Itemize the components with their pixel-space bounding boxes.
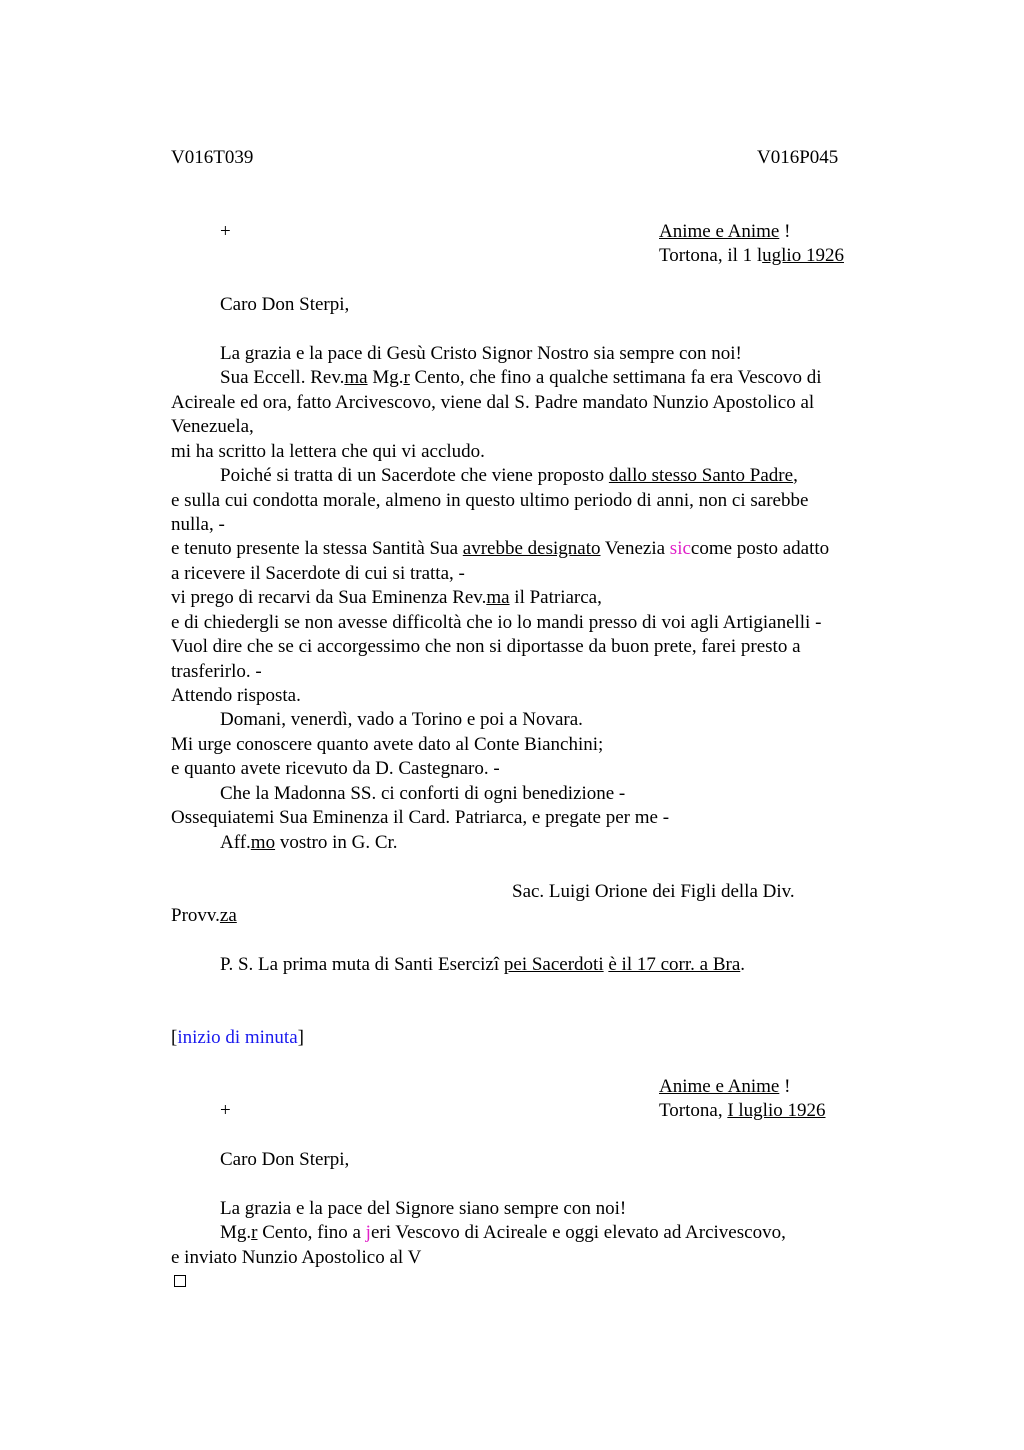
minuta-motto: Anime e Anime ! [659, 1076, 791, 1097]
body-line: e sulla cui condotta morale, almeno in questo ultimo periodo di anni, non ci sarebbe [171, 490, 809, 511]
salutation: Caro Don Sterpi, [220, 294, 350, 315]
minuta-body-line: La grazia e la pace del Signore siano sempre con noi! [220, 1198, 627, 1219]
signature: Sac. Luigi Orione dei Figli della Div. [512, 881, 795, 902]
body-line: e quanto avete ricevuto da D. Castegnaro. - [171, 758, 500, 779]
minuta-body-line: Mg.r Cento, fino a jeri Vescovo di Acireale e oggi elevato ad Arcivescovo, [220, 1222, 786, 1243]
body-line: e di chiedergli se non avesse difficoltà che io lo mandi presso di voi agli Artigianelli - [171, 612, 822, 633]
date-prefix: Tortona, il 1 l [659, 245, 763, 266]
postscript: P. S. La prima muta di Santi Esercizî pei Sacerdoti è il 17 corr. a Bra. [220, 954, 746, 975]
j-annotation: j [365, 1222, 371, 1243]
body-line: nulla, - [171, 514, 225, 535]
body-line: Mi urge conoscere quanto avete dato al Conte Bianchini; [171, 734, 604, 755]
minuta-date: Tortona, I luglio 1926 [659, 1100, 826, 1121]
body-line: trasferirlo. - [171, 661, 262, 682]
minuta-label: [inizio di minuta] [171, 1027, 304, 1048]
minuta-body-line: e inviato Nunzio Apostolico al V [171, 1247, 422, 1268]
minuta-cross-mark: + [220, 1100, 231, 1121]
body-line: Poiché si tratta di un Sacerdote che viene proposto dallo stesso Santo Padre, [220, 465, 798, 486]
cross-mark: + [220, 221, 231, 242]
minuta-salutation: Caro Don Sterpi, [220, 1149, 350, 1170]
body-line: vi prego di recarvi da Sua Eminenza Rev.ma il Patriarca, [171, 587, 602, 608]
checkbox-square-icon [174, 1275, 186, 1287]
body-line: Che la Madonna SS. ci conforti di ogni benedizione - [220, 783, 626, 804]
body-line: Vuol dire che se ci accorgessimo che non si diportasse da buon prete, farei presto a [171, 636, 801, 657]
body-line: Venezuela, [171, 416, 254, 437]
editorial-note: inizio di minuta [177, 1027, 298, 1048]
document-code-left: V016T039 [171, 147, 254, 168]
body-line: Acireale ed ora, fatto Arcivescovo, viene dal S. Padre mandato Nunzio Apostolico al [171, 392, 815, 413]
sic-annotation: sic [669, 538, 691, 559]
body-line: Sua Eccell. Rev.ma Mg.r Cento, che fino a qualche settimana fa era Vescovo di [220, 367, 822, 388]
signature-continuation: Provv.za [171, 905, 237, 926]
motto-end: ! [779, 221, 791, 242]
letter-date [659, 244, 844, 268]
body-line: La grazia e la pace di Gesù Cristo Signor Nostro sia sempre con noi! [220, 343, 742, 364]
motto [659, 220, 790, 244]
body-line: Domani, venerdì, vado a Torino e poi a Novara. [220, 709, 583, 730]
body-line: Attendo risposta. [171, 685, 301, 706]
body-line: mi ha scritto la lettera che qui vi accludo. [171, 441, 485, 462]
body-line: Ossequiatemi Sua Eminenza il Card. Patriarca, e pregate per me - [171, 807, 670, 828]
closing-line: Aff.mo vostro in G. Cr. [220, 832, 398, 853]
body-line: e tenuto presente la stessa Santità Sua avrebbe designato Venezia siccome posto adatto [171, 538, 830, 559]
date-underlined: uglio 1926 [762, 245, 844, 266]
motto-text: Anime e Anime [659, 221, 780, 242]
document-code-right: V016P045 [757, 147, 839, 168]
body-line: a ricevere il Sacerdote di cui si tratta, - [171, 563, 465, 584]
